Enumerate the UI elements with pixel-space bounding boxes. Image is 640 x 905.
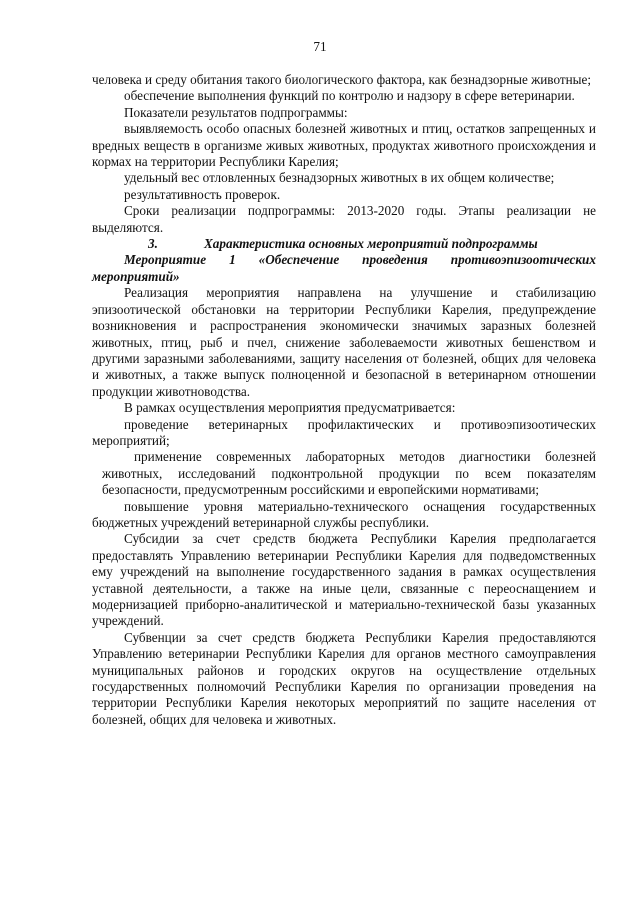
page-content (92, 72, 596, 728)
paragraph: повышение уровня материально-технического оснащения государственных бюджетных учреждений ветеринарной службы республики. (92, 498, 596, 530)
paragraph: В рамках осуществления мероприятия предусматривается: (124, 400, 456, 416)
paragraph: Сроки реализации подпрограммы: 2013-2020 годы. Этапы реализации не выделяются. (92, 203, 596, 235)
paragraph: проведение ветеринарных профилактических и противоэпизоотических мероприятий; (92, 416, 596, 448)
paragraph: результативность проверок. (124, 186, 281, 202)
paragraph: Субсидии за счет средств бюджета Республики Карелия предполагается предоставлять Управлению ветеринарии Республики Карелия для подведомственных ему учреждений на выполнение государственного задания в рамках осуществления уставной деятельности, а также на иные цели, связанные с переоснащением и модернизацией приборно-аналитической и материально-технической базы указанных учреждений. (92, 531, 596, 629)
section-heading (92, 236, 596, 252)
section-number: 3. (148, 236, 158, 252)
page-number: 71 (313, 39, 327, 54)
paragraph: выявляемость особо опасных болезней животных и птиц, остатков запрещенных и вредных веществ в организме живых животных, продуктах животного происхождения и кормах на территории Республики Карелия; (92, 121, 596, 170)
section-title: Характеристика основных мероприятий подпрограммы (204, 236, 538, 252)
paragraph: Субвенции за счет средств бюджета Республики Карелия предоставляются Управлению ветеринарии Республики Карелия для органов местного самоуправления муниципальных районов и городских округов на осуществление отдельных государственных полномочий Республики Карелия по организации проведения на территории Республики Карелия некоторых мероприятий по защите населения от болезней, общих для человека и животных. (92, 629, 596, 727)
paragraph: обеспечение выполнения функций по контролю и надзору в сфере ветеринарии. (124, 88, 575, 104)
paragraph: удельный вес отловленных безнадзорных животных в их общем количестве; (124, 170, 555, 186)
paragraph: Реализация мероприятия направлена на улучшение и стабилизацию эпизоотической обстановки на территории Республики Карелия, предупреждение возникновения и распространения экономически значимых заразных болезней животных, птиц, рыб и пчел, снижение заболеваемости животных бешенством и другими заразными заболеваниями, защиту населения от болезней, общих для человека и животных, а также выпуск полноценной и безопасной в ветеринарном отношении продукции животноводства. (92, 285, 596, 399)
event-title: Мероприятие 1 «Обеспечение проведения противоэпизоотических мероприятий» (92, 252, 596, 284)
paragraph: применение современных лабораторных методов диагностики болезней животных, исследований подконтрольной продукции по всем показателям безопасности, предусмотренным российскими и европейскими нормативами; (102, 449, 596, 498)
paragraph: Показатели результатов подпрограммы: (124, 104, 348, 120)
paragraph: человека и среду обитания такого биологического фактора, как безнадзорные животные; (92, 72, 592, 87)
